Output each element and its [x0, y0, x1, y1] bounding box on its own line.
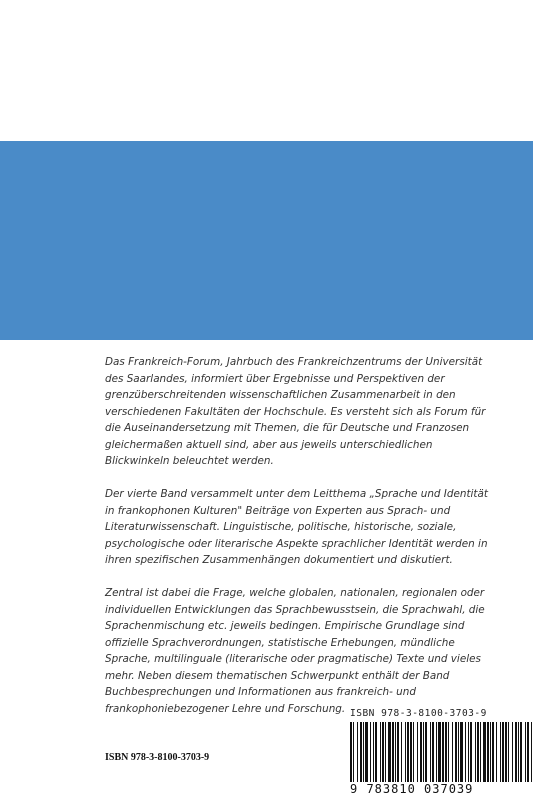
barcode-bar — [458, 722, 459, 782]
barcode-bar — [380, 722, 381, 782]
barcode-bar — [417, 722, 418, 782]
barcode-bar — [432, 722, 434, 782]
barcode-bar — [518, 722, 519, 782]
barcode-bar — [455, 722, 457, 782]
barcode-bar — [436, 722, 437, 782]
barcode-bar — [496, 722, 497, 782]
barcode-bar — [508, 722, 509, 782]
barcode-bar — [500, 722, 501, 782]
barcode-bar — [350, 722, 352, 782]
barcode-bar — [520, 722, 522, 782]
blurb-paragraph-2: Der vierte Band versammelt unter dem Leitthema „Sprache und Identität in frankophonen Kulturen" Beiträge von Experten aus Sprach- und Literaturwissenschaft. Linguistische, politische, historische, soziale, psychologische oder literarische Aspekte sprachlicher Identität werden in ihren spezifischen Zusammenhängen dokumentiert und diskutiert. — [105, 488, 488, 566]
barcode-bar — [385, 722, 386, 782]
barcode-bars — [350, 722, 533, 782]
barcode-bar — [515, 722, 517, 782]
barcode-bar — [468, 722, 469, 782]
barcode-bar — [512, 722, 513, 782]
barcode — [350, 708, 533, 800]
barcode-bar — [407, 722, 409, 782]
barcode-bar — [442, 722, 444, 782]
barcode-bar — [477, 722, 479, 782]
barcode-bar — [525, 722, 526, 782]
barcode-bar — [363, 722, 364, 782]
barcode-bar — [353, 722, 354, 782]
barcode-bar — [527, 722, 529, 782]
barcode-bar — [470, 722, 472, 782]
barcode-bar — [430, 722, 431, 782]
barcode-bar — [405, 722, 406, 782]
barcode-bar — [505, 722, 507, 782]
barcode-bar — [357, 722, 358, 782]
barcode-bar — [502, 722, 504, 782]
barcode-bar — [392, 722, 394, 782]
barcode-bar — [445, 722, 447, 782]
barcode-bar — [410, 722, 412, 782]
barcode-isbn-label: ISBN 978-3-8100-3703-9 — [350, 708, 487, 719]
barcode-bar — [413, 722, 414, 782]
barcode-bar — [475, 722, 476, 782]
back-cover-blurb — [105, 354, 500, 734]
barcode-bar — [460, 722, 463, 782]
barcode-bar — [531, 722, 532, 782]
barcode-bar — [483, 722, 486, 782]
barcode-bar — [425, 722, 427, 782]
barcode-bar — [490, 722, 491, 782]
barcode-bar — [492, 722, 494, 782]
barcode-bar — [438, 722, 441, 782]
barcode-bar — [487, 722, 489, 782]
barcode-bar — [465, 722, 466, 782]
blurb-paragraph-3: Zentral ist dabei die Frage, welche globalen, nationalen, regionalen oder individuellen Entwicklungen das Sprachbewusstsein, die Sprachwahl, die Sprachenmischung etc. jeweils bedingen. Empirische Grundlage sind offizielle Sprachverordnungen, statistische Erhebungen, mündliche Sprache, multilinguale (literarische oder pragmatische) Texte und vieles mehr. Neben diesem thematischen Schwerpunkt enthält der Band Buchbesprechungen und Informationen aus frankreich- und frankophoniebezogener Lehre und Forschung. — [105, 587, 485, 715]
barcode-bar — [401, 722, 402, 782]
barcode-bar — [360, 722, 362, 782]
barcode-bar — [388, 722, 391, 782]
barcode-bar — [373, 722, 374, 782]
barcode-bar — [395, 722, 396, 782]
cover-color-band — [0, 141, 533, 340]
barcode-bar — [420, 722, 422, 782]
barcode-bar — [452, 722, 453, 782]
barcode-bar — [375, 722, 377, 782]
barcode-bar — [423, 722, 424, 782]
barcode-digits: 9 783810 037039 — [350, 782, 474, 796]
isbn-label: ISBN 978-3-8100-3703-9 — [105, 752, 210, 763]
barcode-bar — [382, 722, 384, 782]
barcode-bar — [397, 722, 399, 782]
barcode-bar — [370, 722, 371, 782]
barcode-bar — [480, 722, 481, 782]
barcode-bar — [448, 722, 449, 782]
barcode-bar — [365, 722, 368, 782]
blurb-paragraph-1: Das Frankreich-Forum, Jahrbuch des Frankreichzentrums der Universität des Saarlandes, informiert über Ergebnisse und Perspektiven der grenzüberschreitenden wissenschaftlichen Zusammenarbeit in den verschiedenen Fakultäten der Hochschule. Es versteht sich als Forum für die Auseinandersetzung mit Themen, die für Deutsche und Franzosen gleichermaßen aktuell sind, aber aus jeweils unterschiedlichen Blickwinkeln beleuchtet werden. — [105, 356, 486, 467]
